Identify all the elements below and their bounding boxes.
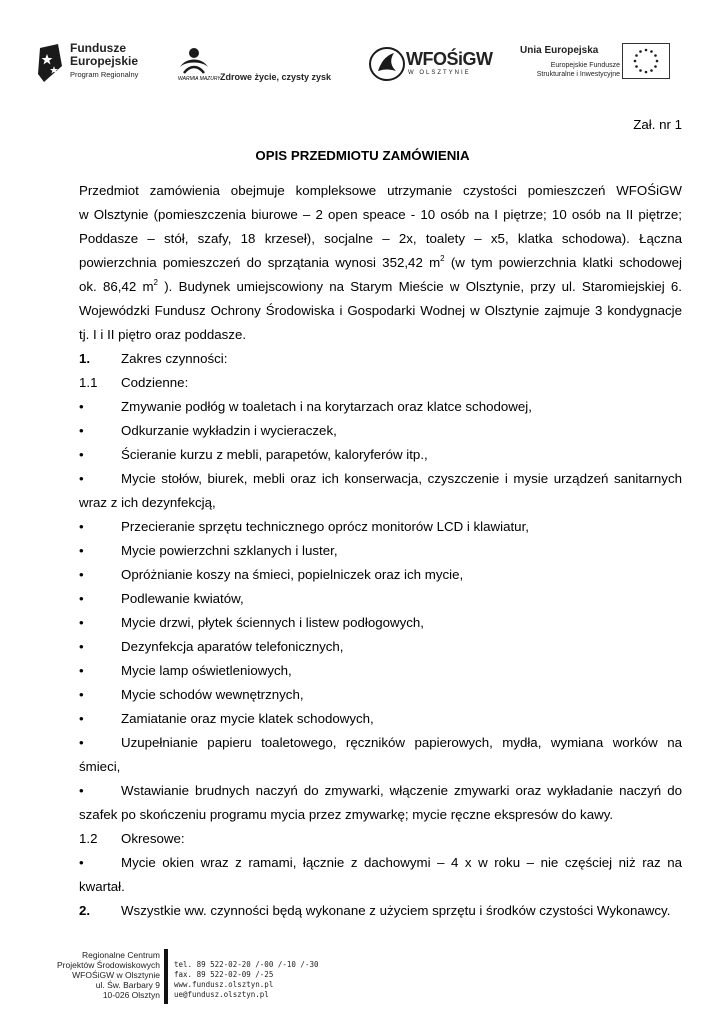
bullet: •: [79, 519, 84, 534]
document-title: OPIS PRZEDMIOTU ZAMÓWIENIA: [255, 148, 470, 163]
footer-divider: [164, 949, 168, 1004]
bullet: •: [79, 615, 84, 630]
slogan: Zdrowe życie, czysty zysk: [220, 72, 332, 82]
bullet: •: [79, 543, 84, 558]
intro-line-4b: (w tym powierzchnia klatki schodowej: [444, 255, 682, 270]
intro-line-1: Przedmiot zamówienia obejmuje kompleksowe utrzymanie czystości pomieszczeń WFOŚiGW: [79, 183, 682, 198]
intro-line-2: w Olsztynie (pomieszczenia biurowe – 2 open speace - 10 osób na I piętrze; 10 osób na II piętrze;: [79, 207, 682, 222]
fundusze-europejskie-logo: [38, 42, 158, 86]
unia-europejska-logo: [512, 43, 672, 85]
ue-line2: Strukturalne i Inwestycyjne: [536, 71, 620, 78]
bullet: •: [79, 663, 84, 678]
section-text: Wszystkie ww. czynności będą wykonane z użyciem sprzętu i środków czystości Wykonawcy.: [121, 903, 671, 918]
bullet: •: [79, 783, 84, 798]
list-item: • Odkurzanie wykładzin i wycieraczek,: [79, 423, 337, 438]
list-item: • Mycie okien wraz z ramami, łącznie z dachowymi – 4 x w roku – nie częściej niż raz na: [79, 855, 682, 870]
list-item: • Ścieranie kurzu z mebli, parapetów, kaloryferów itp.,: [79, 447, 428, 462]
ue-title: Unia Europejska: [520, 45, 599, 56]
section-label: Zakres czynności:: [121, 351, 228, 366]
header-logos: [0, 0, 725, 100]
ue-line1: Europejskie Fundusze: [550, 62, 620, 69]
bullet: •: [79, 423, 84, 438]
fe-star-flag-icon: [38, 44, 64, 84]
intro-line-5b: ). Budynek umiejscowiony na Starym Mieście w Olsztynie, przy ul. Staromiejskiej 6.: [158, 279, 682, 294]
attachment-number: Zał. nr 1: [633, 117, 682, 132]
m2-superscript: 2: [440, 255, 445, 263]
bullet: •: [79, 591, 84, 606]
section-label: Okresowe:: [121, 831, 185, 846]
list-item: • Mycie schodów wewnętrznych,: [79, 687, 304, 702]
warmia-mazury-logo: [176, 45, 351, 87]
bullet: •: [79, 399, 84, 414]
intro-line-5: [79, 279, 682, 295]
list-item-continuation: szafek po skończeniu programu mycia przez zmywarkę; mycie ręczne ekspresów do kawy.: [79, 807, 614, 822]
eu-stars-icon: [623, 44, 669, 78]
bullet: •: [79, 567, 84, 582]
wfosigw-bird-icon: [368, 45, 408, 83]
list-item: • Opróżnianie koszy na śmieci, popielniczek oraz ich mycie,: [79, 567, 464, 582]
wfosigw-city: W OLSZTYNIE: [408, 70, 471, 76]
intro-line-5a: ok. 86,42 m: [79, 279, 154, 294]
wfosigw-name: WFOŚiGW: [406, 49, 493, 69]
fe-line2: Europejskie: [70, 54, 139, 68]
bullet: •: [79, 711, 84, 726]
footer-contact: [174, 960, 319, 1000]
list-item: • Mycie powierzchni szklanych i luster,: [79, 543, 338, 558]
list-item: • Zmywanie podłóg w toaletach i na korytarzach oraz klatce schodowej,: [79, 399, 532, 414]
bullet: •: [79, 639, 84, 654]
section-2: [79, 903, 682, 919]
fe-line1: Fundusze: [70, 41, 126, 55]
m2-superscript: 2: [153, 279, 158, 287]
ue-subtitle: [514, 61, 620, 79]
section-1-2-heading: [79, 831, 682, 847]
section-number: 1.: [79, 351, 91, 366]
intro-line-7: tj. I i II piętro oraz poddasze.: [79, 327, 247, 342]
intro-line-4: [79, 255, 682, 271]
section-1-1-heading: [79, 375, 682, 391]
wfosigw-logo: [368, 45, 493, 85]
bullet: •: [79, 735, 84, 750]
footer-website: www.fundusz.olsztyn.pl: [174, 980, 274, 989]
list-item-continuation: śmieci,: [79, 759, 121, 774]
section-label: Codzienne:: [121, 375, 189, 390]
section-1-heading: [79, 351, 682, 367]
intro-line-4a: powierzchnia pomieszczeń do sprzątania wynosi 352,42 m: [79, 255, 441, 270]
intro-line-3: Poddasze – stół, szafy, 18 krzeseł), socjalne – 2x, toalety – x5, klatka schodowa). Łączna: [79, 231, 682, 246]
footer-phone: tel. 89 522-02-20 /-00 /-10 /-30: [174, 960, 319, 969]
bullet: •: [79, 447, 84, 462]
list-item-continuation: wraz z ich dezynfekcją,: [79, 495, 216, 510]
bullet: •: [79, 687, 84, 702]
list-item: • Mycie drzwi, płytek ściennych i listew podłogowych,: [79, 615, 424, 630]
bullet: •: [79, 855, 84, 870]
list-item: • Przecieranie sprzętu technicznego oprócz monitorów LCD i klawiatur,: [79, 519, 529, 534]
list-item: • Uzupełnianie papieru toaletowego, ręczników papierowych, mydła, wymiana worków na: [79, 735, 682, 750]
list-item: • Dezynfekcja aparatów telefonicznych,: [79, 639, 344, 654]
warmia-mazury-text: WARMIA MAZURY: [178, 76, 221, 82]
fe-line3: Program Regionalny: [70, 70, 139, 79]
list-item: • Zamiatanie oraz mycie klatek schodowych,: [79, 711, 374, 726]
footer-address: Regionalne Centrum Projektów Środowiskowych WFOŚiGW w Olsztynie ul. Św. Barbary 9 10-026 Olsztyn: [57, 950, 160, 1000]
list-item-continuation: kwartał.: [79, 879, 125, 894]
footer-fax: fax. 89 522-02-09 /-25: [174, 970, 274, 979]
eu-flag: [622, 43, 670, 79]
section-number: 1.2: [79, 831, 98, 846]
list-item: • Mycie lamp oświetleniowych,: [79, 663, 292, 678]
section-number: 1.1: [79, 375, 98, 390]
list-item: • Podlewanie kwiatów,: [79, 591, 244, 606]
section-number: 2.: [79, 903, 91, 918]
list-item: • Wstawianie brudnych naczyń do zmywarki, włączenie zmywarki oraz wykładanie naczyń do: [79, 783, 682, 798]
footer-email: ue@fundusz.olsztyn.pl: [174, 990, 269, 999]
bullet: •: [79, 471, 84, 486]
list-item: • Mycie stołów, biurek, mebli oraz ich konserwacja, czyszczenie i mysie urządzeń sanitarnych: [79, 471, 682, 486]
intro-line-6: Wojewódzki Fundusz Ochrony Środowiska i Gospodarki Wodnej w Olsztynie zajmuje 3 kondygnacje: [79, 303, 682, 318]
